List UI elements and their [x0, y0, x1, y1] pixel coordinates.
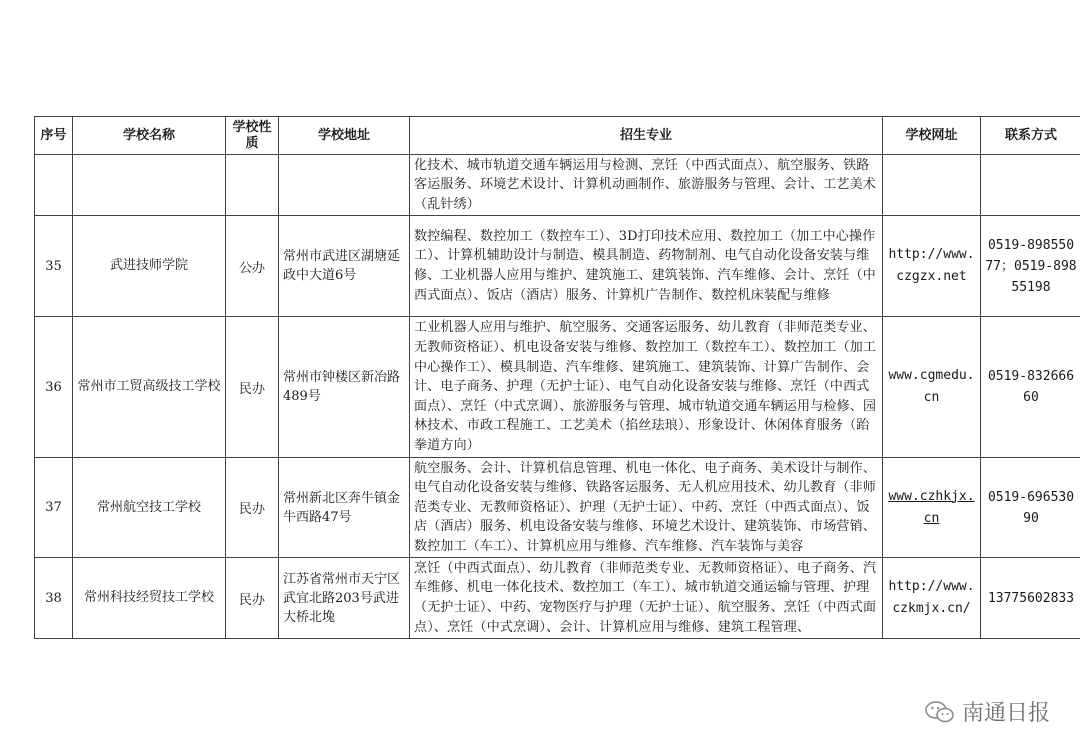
cell-nature: 公办 — [226, 216, 279, 317]
cell-address: 常州市武进区湖塘延政中大道6号 — [279, 216, 410, 317]
cell-contact — [981, 155, 1080, 216]
cell-address — [279, 155, 410, 216]
website-link[interactable]: www.czhkjx.cn — [888, 488, 975, 526]
cell-seq: 38 — [35, 558, 73, 639]
cell-majors: 工业机器人应用与维护、航空服务、交通客运服务、幼儿教育（非师范类专业、无教师资格证）、机电设备安装与维修、数控加工（数控车工）、数控加工（加工中心操作工）、模具制造、汽车维修、建筑施工、建筑装饰、计算广告制作、会计、电子商务、护理（无护士证）、电气自动化设备安装与维修、烹饪（中西式面点）、烹饪（中式烹调）、旅游服务与管理、城市轨道交通车辆运用与检修、园林技术、市政工程施工、工艺美术（掐丝珐琅）、形象设计、休闲体育服务（跆拳道方向） — [410, 317, 883, 458]
cell-website[interactable] — [883, 458, 981, 558]
cell-seq: 35 — [35, 216, 73, 317]
website-link[interactable]: www.cgmedu.cn — [888, 368, 975, 405]
cell-nature: 民办 — [226, 558, 279, 639]
cell-nature: 民办 — [226, 317, 279, 458]
cell-name: 武进技师学院 — [73, 216, 226, 317]
cell-contact: 0519-83266660 — [981, 317, 1080, 458]
table-header-row — [35, 117, 1080, 155]
wechat-icon — [924, 700, 956, 724]
cell-seq: 36 — [35, 317, 73, 458]
cell-website[interactable] — [883, 317, 981, 458]
cell-address: 江苏省常州市天宁区武宜北路203号武进大桥北堍 — [279, 558, 410, 639]
table-row — [35, 216, 1080, 317]
watermark-text: 南通日报 — [961, 701, 1050, 726]
watermark — [924, 696, 1050, 727]
cell-majors: 数控编程、数控加工（数控车工）、3D打印技术应用、数控加工（加工中心操作工）、计算机辅助设计与制造、模具制造、药物制剂、电气自动化设备安装与维修、工业机器人应用与维护、建筑施工、建筑装饰、汽车维修、会计、烹饪（中西式面点）、饭店（酒店）服务、计算机广告制作、数控机床装配与维修 — [410, 216, 883, 317]
header-contact: 联系方式 — [981, 117, 1080, 155]
cell-address: 常州新北区奔牛镇金牛西路47号 — [279, 458, 410, 558]
header-seq: 序号 — [35, 117, 73, 155]
cell-majors: 烹饪（中西式面点）、幼儿教育（非师范类专业、无教师资格证）、电子商务、汽车维修、机电一体化技术、数控加工（车工）、城市轨道交通运输与管理、护理（无护士证）、中药、宠物医疗与护理（无护士证）、航空服务、烹饪（中西式面点）、烹饪（中式烹调）、会计、计算机应用与维修、建筑工程管理、 — [410, 558, 883, 639]
school-table — [34, 116, 1080, 639]
cell-website — [883, 155, 981, 216]
header-address: 学校地址 — [279, 117, 410, 155]
table-row — [35, 155, 1080, 216]
cell-contact: 0519-89855077；0519-89855198 — [981, 216, 1080, 317]
header-majors: 招生专业 — [410, 117, 883, 155]
cell-name — [73, 155, 226, 216]
header-nature: 学校性质 — [226, 117, 279, 155]
header-website: 学校网址 — [883, 117, 981, 155]
header-name: 学校名称 — [73, 117, 226, 155]
cell-majors: 化技术、城市轨道交通车辆运用与检测、烹饪（中西式面点）、航空服务、铁路客运服务、环境艺术设计、计算机动画制作、旅游服务与管理、会计、工艺美术（乱针绣） — [410, 155, 883, 216]
table-row — [35, 558, 1080, 639]
website-link[interactable]: http://www.czgzx.net — [888, 247, 975, 284]
cell-name: 常州市工贸高级技工学校 — [73, 317, 226, 458]
cell-address: 常州市钟楼区新冶路489号 — [279, 317, 410, 458]
cell-contact: 0519-69653090 — [981, 458, 1080, 558]
cell-name: 常州航空技工学校 — [73, 458, 226, 558]
cell-majors: 航空服务、会计、计算机信息管理、机电一体化、电子商务、美术设计与制作、电气自动化设备安装与维修、铁路客运服务、无人机应用技术、幼儿教育（非师范类专业、无教师资格证）、护理（无护士证）、中药、烹饪（中西式面点）、饭店（酒店）服务、机电设备安装与维修、环境艺术设计、建筑装饰、市场营销、数控加工（车工）、计算机应用与维修、汽车维修、汽车装饰与美容 — [410, 458, 883, 558]
table-row — [35, 458, 1080, 558]
table-row — [35, 317, 1080, 458]
cell-name: 常州科技经贸技工学校 — [73, 558, 226, 639]
cell-nature: 民办 — [226, 458, 279, 558]
website-link[interactable]: http://www.czkmjx.cn/ — [888, 579, 975, 616]
cell-website[interactable] — [883, 558, 981, 639]
cell-website[interactable] — [883, 216, 981, 317]
cell-seq — [35, 155, 73, 216]
cell-seq: 37 — [35, 458, 73, 558]
cell-contact: 13775602833 — [981, 558, 1080, 639]
cell-nature — [226, 155, 279, 216]
